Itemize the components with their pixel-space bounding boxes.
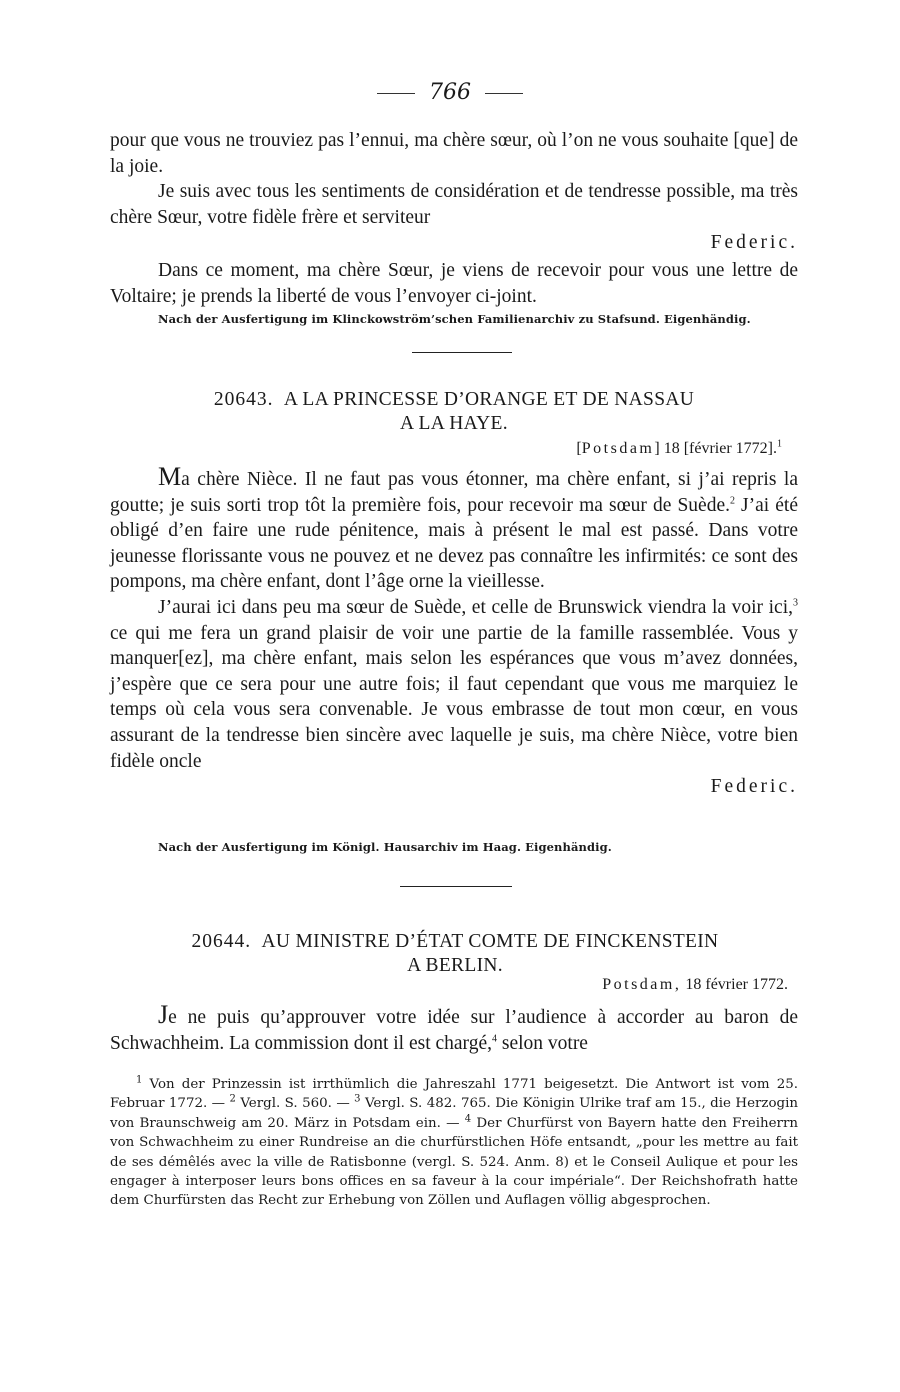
paragraph-text: ce qui me fera un grand plaisir de voir une partie de la famille rassemblée. Vous y manquer[ez], ma chère enfant, mais selon les espérances que vous m’avez données, j’espère que ce sera pour une autre fois; il faut cependant que vous me marquiez le temps où cela vous sera convenable. Je vous embrasse de tout mon cœur, en vous assurant de la tendresse bien sincère avec laquelle je suis, ma chère Nièce, votre bien fidèle oncle <box>110 622 798 772</box>
paragraph: pour que vous ne trouviez pas l’ennui, ma chère sœur, où l’on ne vous souhaite [que] de la joie. <box>110 130 798 177</box>
header-dash-right <box>485 93 523 94</box>
addressee: AU MINISTRE D’ÉTAT COMTE DE FINCKENSTEIN <box>261 931 719 952</box>
footnote-mark: 2 <box>229 1093 236 1105</box>
footnote-text: Der Churfürst von Bayern hatte den Freiherrn von Schwachheim zu einer Rundreise an die churfürstlichen Höfe entsandt, „pour les mettre au fait de ses démêlés avec la ville de Ratisbonne (vergl. S. 524. Anm. 8) et le Conseil Aulique et pour les engager à interposer leurs bons offices en sa faveur à la cour impériale“. Der Reichshofrath hatte dem Churfürsten das Recht zur Erhebung von Zöllen und Auflagen völlig abgesprochen. <box>110 1115 798 1209</box>
footnote-ref: 2 <box>729 495 735 507</box>
source-note: Nach der Ausfertigung im Klinckowström’schen Familienarchiv zu Stafsund. Eigenhändig. <box>158 312 751 326</box>
initial-letter: M <box>158 462 182 491</box>
footnote-ref: 3 <box>793 597 798 609</box>
footnote-text: Vergl. S. 560. — <box>235 1096 355 1112</box>
date-text: 18 février 1772. <box>685 976 788 993</box>
paragraph-text: J’ai été obligé d’en faire une rude pénitence, mais à présent le mal est passé. Dans votre jeunesse florissante vous ne pouvez et ne devez pas connaître les infirmités: ce sont des pompons, ma chère enfant, dont l’âge orne la vieillesse. <box>110 494 799 593</box>
letter-heading <box>110 388 798 436</box>
source-note: Nach der Ausfertigung im Königl. Hausarchiv im Haag. Eigenhändig. <box>158 840 612 854</box>
addressee: A LA PRINCESSE D’ORANGE ET DE NASSAU <box>283 389 695 410</box>
paragraph <box>110 595 798 774</box>
footnote-ref: 1 <box>777 438 782 450</box>
letter-body <box>110 1002 798 1056</box>
heading-place: A LA HAYE. <box>400 413 508 434</box>
footnote-ref: 4 <box>491 1033 497 1045</box>
paragraph-text: a chère Nièce. Il ne faut pas vous étonner, ma chère enfant, si j’ai repris la goutte; je suis sorti trop tôt la première fois, pour recevoir ma sœur de Suède. <box>110 469 798 516</box>
page-number-header <box>0 80 900 105</box>
heading-line <box>130 930 780 954</box>
footnotes <box>110 1075 798 1211</box>
date-place: Potsdam, <box>602 976 682 993</box>
section-divider <box>400 886 512 887</box>
letter-number: 20643. <box>213 389 274 410</box>
footnote-block <box>110 1075 798 1211</box>
date-place: Potsdam <box>581 440 655 457</box>
section-divider <box>412 352 512 353</box>
paragraph <box>110 464 798 595</box>
paragraph <box>110 1002 798 1056</box>
footnote-text: Vergl. S. 482. 765. Die Königin Ulrike traf am 15., die Herzogin von Braunschweig am 20. März in Potsdam ein. — <box>110 1096 798 1131</box>
paragraph-text: selon votre <box>496 1032 588 1054</box>
footnote-mark: 3 <box>354 1093 361 1105</box>
paragraph: Je suis avec tous les sentiments de considération et de tendresse possible, ma très chère Sœur, votre fidèle frère et serviteur <box>110 181 798 228</box>
footnote-mark: 4 <box>464 1113 472 1125</box>
signature: Federic. <box>710 232 798 254</box>
letter-heading <box>130 930 780 978</box>
letter-body <box>110 464 798 800</box>
paragraph-text: J’aurai ici dans peu ma sœur de Suède, et celle de Brunswick viendra la voir ici, <box>158 596 793 618</box>
date-text: 18 [février 1772]. <box>663 440 777 457</box>
dateline: [Potsdam] 18 [février 1772].$^1$ <box>576 438 782 457</box>
dateline <box>602 976 788 994</box>
letter-number: 20644. <box>191 931 252 952</box>
header-dash-left <box>377 93 415 94</box>
heading-line <box>110 388 798 412</box>
signature: Federic. <box>710 776 798 798</box>
heading-place: A BERLIN. <box>407 955 503 976</box>
footnote-mark: 1 <box>136 1074 143 1086</box>
paragraph-text: e ne puis qu’approuver votre idée sur l’audience à accorder au baron de Schwachheim. La commission dont il est chargé, <box>110 1007 798 1054</box>
initial-letter: J <box>158 1000 169 1029</box>
page-number: 766 <box>429 80 471 105</box>
paragraph: Dans ce moment, ma chère Sœur, je viens de recevoir pour vous une lettre de Voltaire; je prends la liberté de vous l’envoyer ci-joint. <box>110 259 798 307</box>
footnote-text: Von der Prinzessin ist irrthümlich die Jahreszahl 1771 beigesetzt. Die Antwort ist vom 25. Februar 1772. — <box>110 1077 798 1112</box>
previous-letter-continuation <box>110 128 798 309</box>
